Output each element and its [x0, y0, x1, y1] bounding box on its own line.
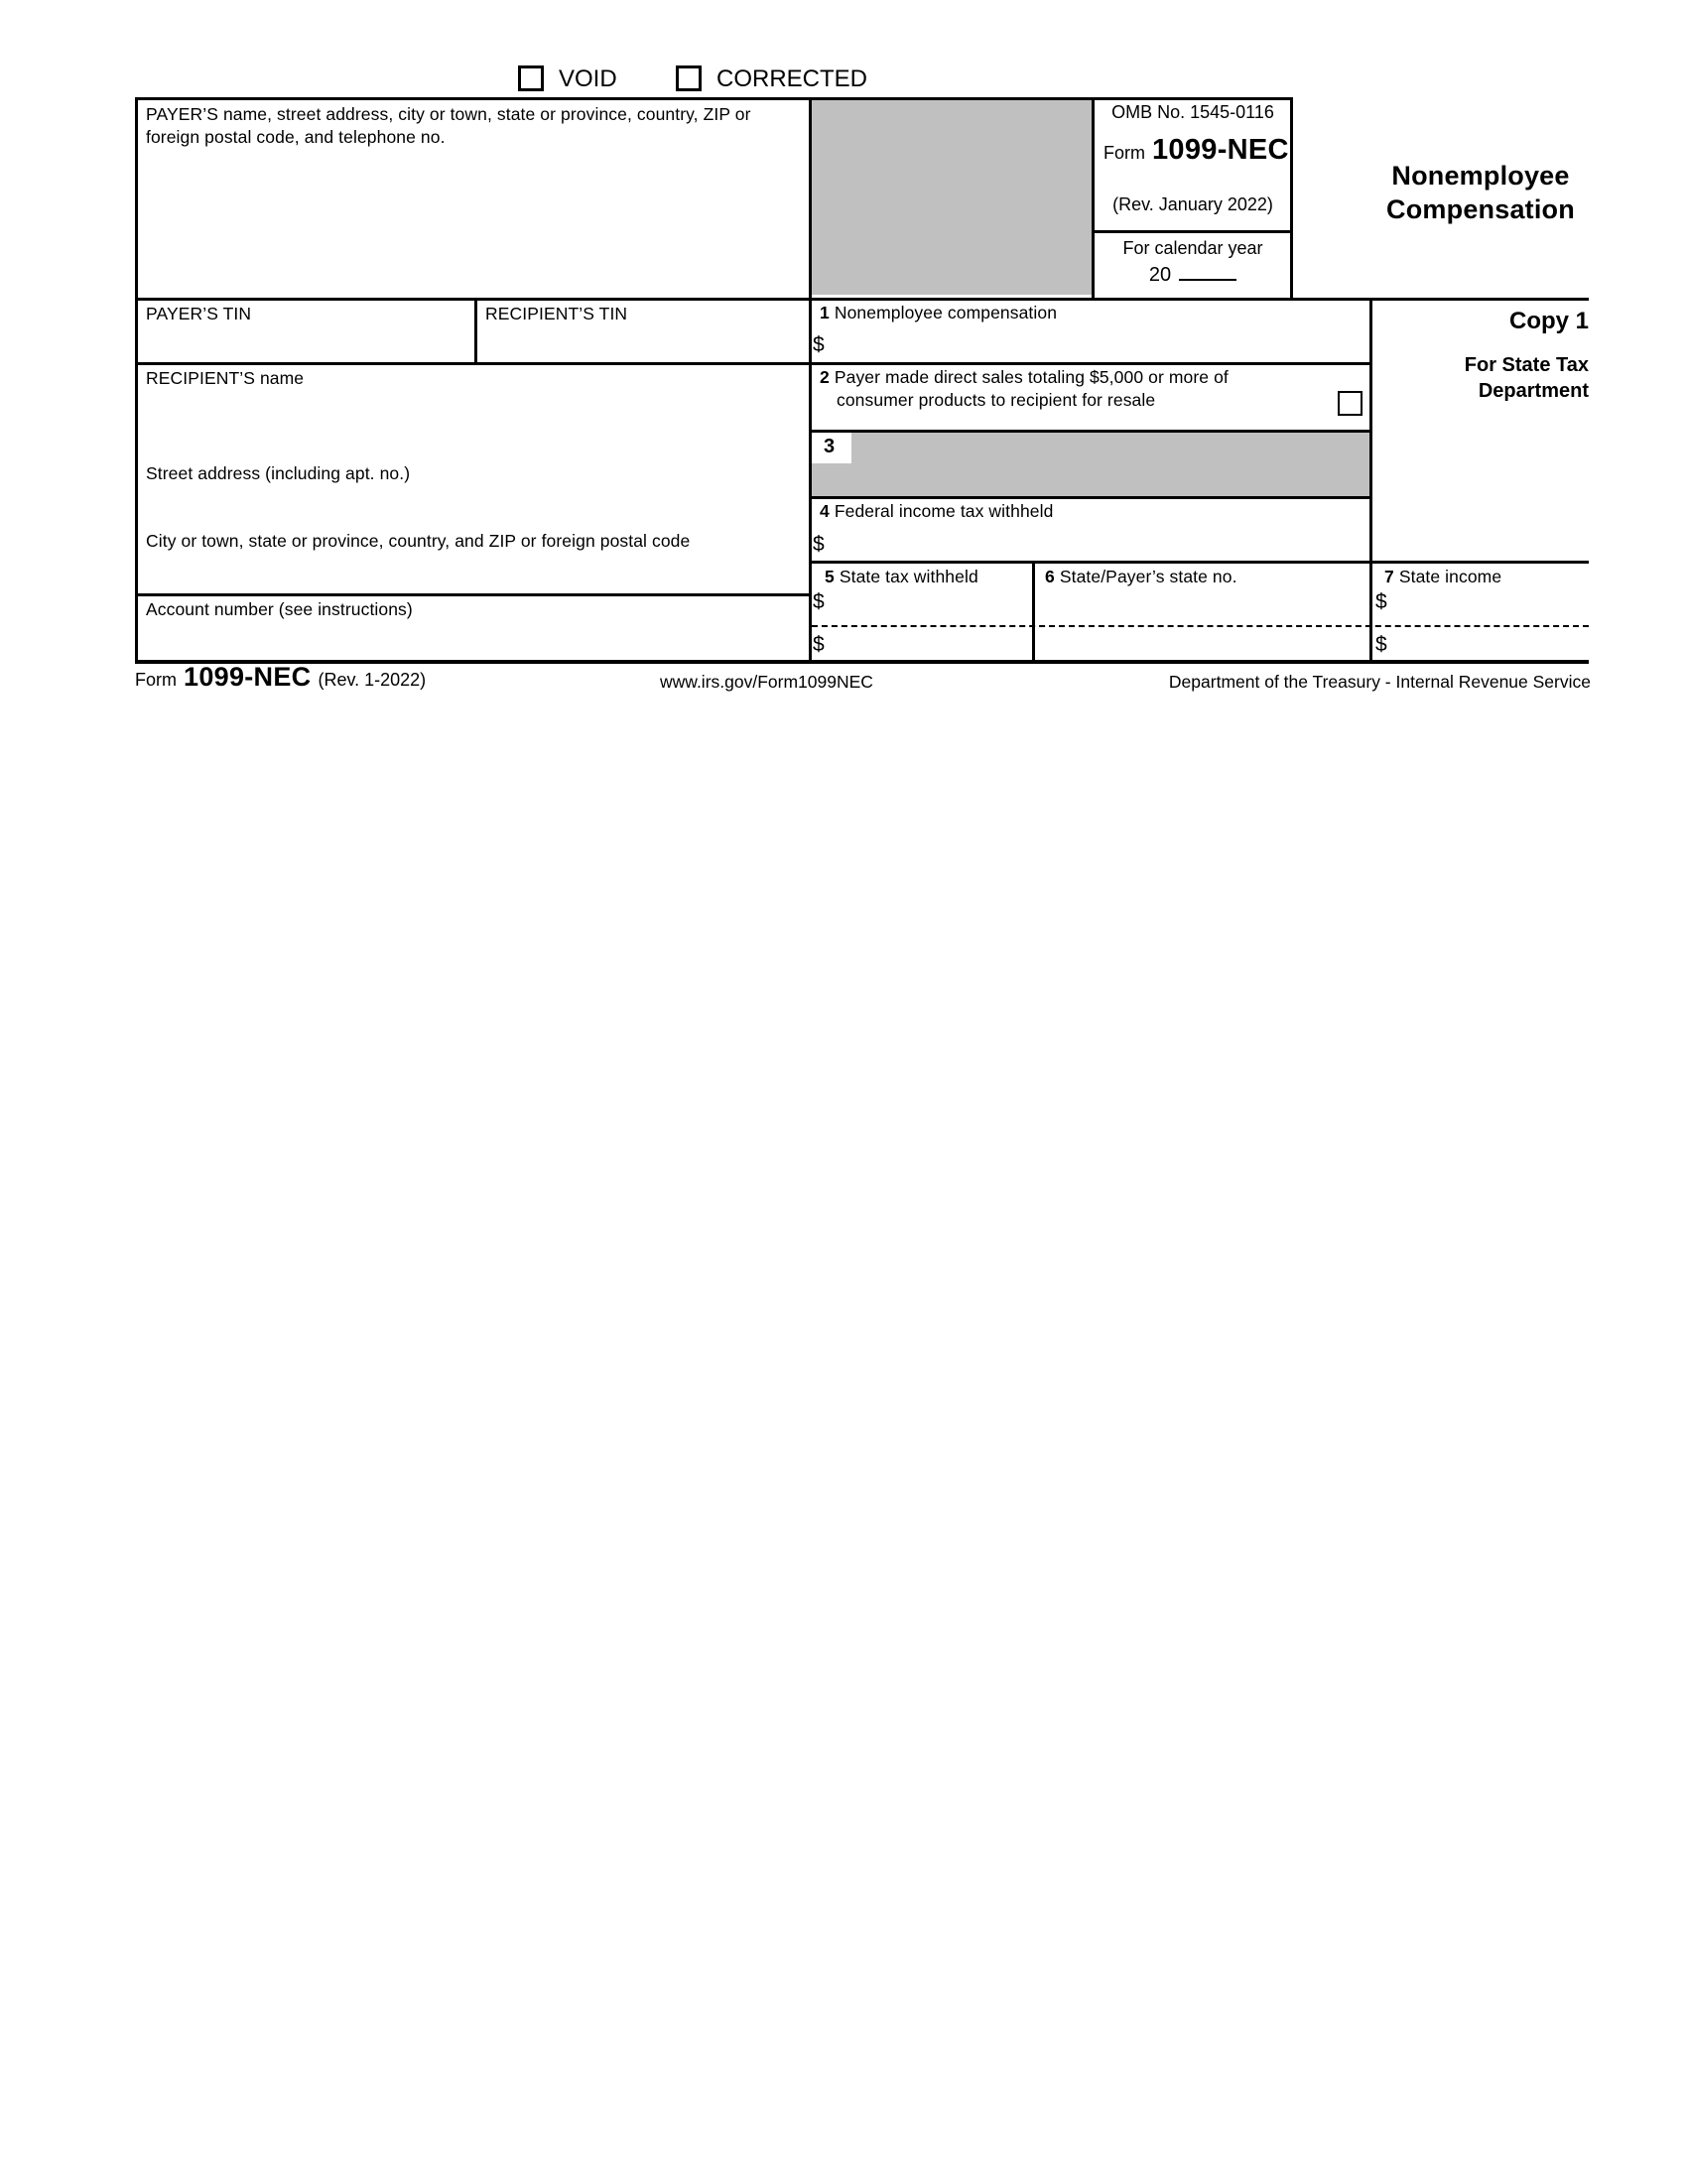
grid-line-omb-divider: [1092, 230, 1293, 233]
box5-amount-field-top[interactable]: [837, 589, 1030, 621]
recipient-name-label: RECIPIENT’S name: [146, 368, 305, 388]
box5-dollar-top: $: [813, 590, 825, 613]
box6-state-no-field-top[interactable]: [1040, 589, 1365, 621]
calendar-year-blank[interactable]: [1179, 261, 1236, 281]
dashed-entry-line: [812, 625, 1589, 627]
copy-recipient-line2: Department: [1478, 380, 1589, 402]
box7-label: [1384, 566, 1501, 588]
payer-name-label: PAYER’S name, street address, city or town, state or province, country, ZIP or foreign postal code, and telephone no.: [146, 104, 751, 148]
calendar-year-entry: [1095, 261, 1291, 287]
box2-label-line2: consumer products to recipient for resale: [837, 390, 1156, 411]
box6-state-no-field-bottom[interactable]: [1040, 631, 1365, 657]
corrected-label: CORRECTED: [716, 65, 868, 92]
box1-dollar-sign: $: [813, 333, 825, 356]
box4-number: 4: [820, 501, 830, 521]
footer-form-id: [135, 662, 426, 693]
street-address-label: Street address (including apt. no.): [146, 463, 411, 483]
box7-number: 7: [1384, 567, 1394, 586]
footer-form-number: 1099-NEC: [184, 662, 312, 692]
footer-url: www.irs.gov/Form1099NEC: [660, 672, 873, 692]
box3-number: 3: [824, 436, 836, 457]
box5-dollar-bottom: $: [813, 633, 825, 656]
copy-number-label: Copy 1: [1508, 308, 1589, 334]
box1-number: 1: [820, 303, 830, 322]
omb-number: OMB No. 1545-0116: [1111, 102, 1274, 122]
box2-number: 2: [820, 367, 830, 387]
account-number-label: Account number (see instructions): [146, 599, 413, 619]
grid-line-tin-bottom: [135, 362, 1372, 365]
recipients-tin-label: RECIPIENT’S TIN: [485, 304, 628, 323]
box7-dollar-top: $: [1375, 590, 1387, 613]
form-title-line2: Compensation: [1386, 194, 1575, 225]
footer-form-word: Form: [135, 670, 177, 690]
box1-label: [820, 302, 1057, 324]
void-checkbox[interactable]: [518, 65, 544, 91]
grid-line-box2-bottom: [809, 430, 1372, 433]
grid-line-account-top: [135, 593, 812, 596]
box7-dollar-bottom: $: [1375, 633, 1387, 656]
grid-line-box3-bottom: [809, 496, 1372, 499]
form-title: [1369, 159, 1592, 226]
city-state-zip-label: City or town, state or province, country, and ZIP or foreign postal code: [146, 531, 691, 551]
box5-label-text: State tax withheld: [839, 567, 978, 586]
box6-label: [1045, 566, 1237, 588]
box1-amount-field[interactable]: [837, 331, 1363, 359]
grid-line-box5-6-divider: [1032, 561, 1035, 660]
recipients-tin-field[interactable]: [479, 327, 807, 359]
corrected-checkbox[interactable]: [676, 65, 702, 91]
copy-recipient-line1: For State Tax: [1464, 354, 1589, 376]
form-number-line: [1103, 134, 1289, 167]
form-number: 1099-NEC: [1152, 134, 1289, 166]
calendar-year-label: For calendar year: [1122, 238, 1263, 258]
box1-label-text: Nonemployee compensation: [834, 303, 1058, 322]
payer-info-field[interactable]: [140, 159, 803, 293]
payers-tin-field[interactable]: [140, 327, 471, 359]
recipient-name-field[interactable]: [140, 393, 803, 456]
box5-label: [825, 566, 978, 588]
box7-amount-field-top[interactable]: [1399, 589, 1586, 621]
grid-line-center-divider: [809, 97, 812, 660]
city-state-zip-field[interactable]: [140, 554, 803, 589]
box5-number: 5: [825, 567, 835, 586]
footer-revision: (Rev. 1-2022): [318, 670, 427, 690]
box7-amount-field-bottom[interactable]: [1399, 631, 1586, 657]
box4-label-text: Federal income tax withheld: [834, 501, 1054, 521]
account-number-field[interactable]: [140, 623, 803, 657]
box2-label: [820, 366, 1316, 412]
void-label: VOID: [559, 65, 617, 92]
copy-recipient-label: [1379, 352, 1589, 404]
footer-department: Department of the Treasury - Internal Revenue Service: [1168, 672, 1591, 692]
form-title-line1: Nonemployee: [1391, 161, 1570, 191]
box6-label-text: State/Payer’s state no.: [1059, 567, 1237, 586]
grid-line-box4-bottom: [809, 561, 1589, 564]
box2-label-line1: [820, 366, 1316, 389]
form-word: Form: [1103, 143, 1145, 163]
revision-label: (Rev. January 2022): [1112, 194, 1273, 214]
calendar-year-prefix: 20: [1148, 264, 1172, 286]
box5-amount-field-bottom[interactable]: [837, 631, 1030, 657]
box3-shaded-area: [812, 433, 1369, 496]
grid-line-tin-divider: [474, 298, 477, 365]
street-address-field[interactable]: [140, 486, 803, 526]
grid-line-top: [135, 97, 1293, 100]
box7-label-text: State income: [1398, 567, 1502, 586]
box2-label-text1: Payer made direct sales totaling $5,000 or more of: [834, 367, 1229, 387]
box4-label: [820, 500, 1053, 523]
box2-resale-checkbox[interactable]: [1338, 391, 1363, 416]
box6-number: 6: [1045, 567, 1055, 586]
payers-tin-label: PAYER’S TIN: [146, 304, 252, 323]
box4-amount-field[interactable]: [837, 530, 1363, 558]
grid-line-right-column-left: [1369, 298, 1372, 660]
grid-line-left-border: [135, 97, 138, 660]
top-shaded-area: [812, 100, 1092, 295]
box4-dollar-sign: $: [813, 533, 825, 556]
